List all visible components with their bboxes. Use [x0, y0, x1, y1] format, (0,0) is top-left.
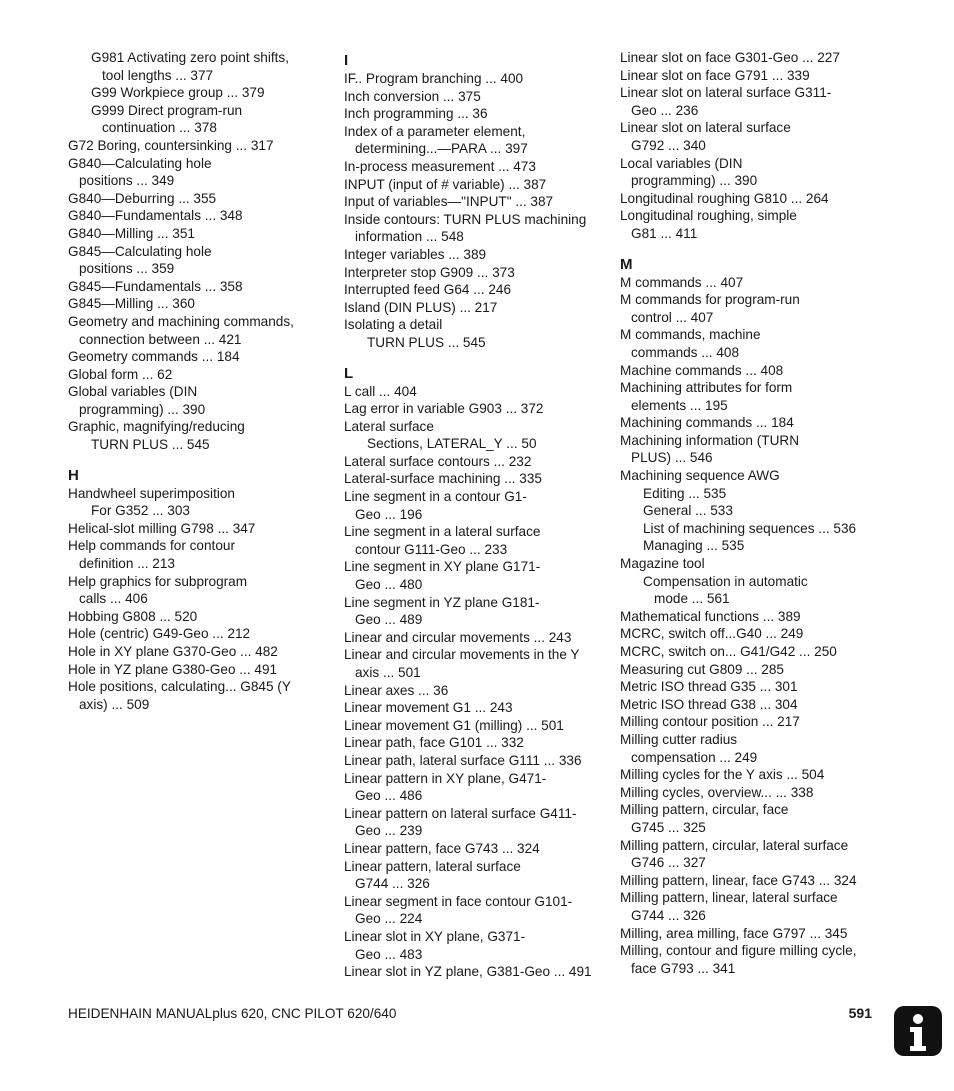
index-entry: Helical-slot milling G798 ... 347	[68, 520, 256, 536]
index-entry: MCRC, switch off...G40 ... 249	[620, 626, 804, 642]
index-entry-continuation: Geo ... 236	[631, 102, 699, 118]
index-entry-continuation: mode ... 561	[654, 591, 730, 607]
index-entry-continuation: List of machining sequences ... 536	[643, 520, 857, 536]
section-letter: L	[344, 364, 354, 382]
index-entry-continuation: control ... 407	[631, 309, 714, 325]
index-entry: Milling pattern, circular, lateral surface	[620, 837, 849, 853]
section-letter: H	[68, 466, 79, 484]
index-entry-continuation: G744 ... 326	[631, 907, 706, 923]
index-entry: Milling cycles for the Y axis ... 504	[620, 767, 825, 783]
index-entry: Inch conversion ... 375	[344, 88, 481, 104]
index-entry: Milling cycles, overview... ... 338	[620, 784, 814, 800]
index-entry: Hole positions, calculating... G845 (Y	[68, 679, 291, 695]
index-entry-continuation: connection between ... 421	[79, 331, 242, 347]
index-entry-continuation: For G352 ... 303	[91, 503, 190, 519]
index-entry: Interpreter stop G909 ... 373	[344, 264, 515, 280]
index-entry: Linear pattern, lateral surface	[344, 858, 521, 874]
index-entry-continuation: commands ... 408	[631, 344, 740, 360]
info-glyph	[894, 1006, 942, 1056]
index-entry: Hole in YZ plane G380-Geo ... 491	[68, 661, 278, 677]
index-entry: G845—Calculating hole	[68, 243, 212, 259]
index-entry: Lateral surface contours ... 232	[344, 453, 532, 469]
index-entry: G840—Milling ... 351	[68, 225, 195, 241]
index-entry: Measuring cut G809 ... 285	[620, 661, 784, 677]
index-entry: G845—Milling ... 360	[68, 296, 195, 312]
index-entry: Index of a parameter element,	[344, 123, 526, 139]
index-entry-continuation: General ... 533	[643, 503, 733, 519]
index-entry: Linear slot in XY plane, G371-	[344, 928, 526, 944]
index-entry: Linear pattern, face G743 ... 324	[344, 840, 540, 856]
index-entry: Hole in XY plane G370-Geo ... 482	[68, 644, 278, 659]
footer-text: HEIDENHAIN MANUALplus 620, CNC PILOT 620/640	[68, 1006, 397, 1021]
index-entry: Hole (centric) G49-Geo ... 212	[68, 626, 251, 642]
index-entry: G840—Fundamentals ... 348	[68, 208, 243, 224]
index-entry-continuation: calls ... 406	[79, 591, 148, 607]
index-entry-continuation: G744 ... 326	[355, 876, 430, 892]
index-entry-continuation: G81 ... 411	[631, 225, 698, 241]
index-entry: G840—Calculating hole	[68, 155, 212, 171]
index-entry: Linear pattern in XY plane, G471-	[344, 770, 547, 786]
index-entry: Metric ISO thread G35 ... 301	[620, 679, 798, 695]
index-entry-continuation: G981 Activating zero point shifts,	[91, 50, 289, 65]
index-entry: Metric ISO thread G38 ... 304	[620, 696, 798, 712]
index-entry: Magazine tool	[620, 556, 705, 572]
index-entry-continuation: compensation ... 249	[631, 749, 758, 765]
index-entry-continuation: TURN PLUS ... 545	[367, 334, 486, 350]
index-entry-continuation: Compensation in automatic	[643, 573, 808, 589]
index-column-1	[68, 49, 326, 713]
index-entry-continuation: positions ... 349	[79, 173, 175, 189]
index-entry: Linear slot on face G301-Geo ... 227	[620, 50, 840, 65]
index-entry: Linear movement G1 ... 243	[344, 700, 513, 716]
index-entry: Longitudinal roughing G810 ... 264	[620, 190, 829, 206]
index-entry: Machining commands ... 184	[620, 415, 794, 431]
index-entry-continuation: programming) ... 390	[631, 173, 758, 189]
index-entry: Linear slot on lateral surface G311-	[620, 85, 832, 101]
index-entry: Inside contours: TURN PLUS machining	[344, 211, 587, 227]
index-column-2	[344, 49, 606, 981]
index-entry-continuation: definition ... 213	[79, 556, 175, 572]
index-entry: Machining information (TURN	[620, 432, 800, 448]
index-entry-continuation: G746 ... 327	[631, 855, 706, 871]
index-entry-continuation: continuation ... 378	[102, 120, 217, 136]
index-entry: Mathematical functions ... 389	[620, 608, 801, 624]
index-entry: Milling, area milling, face G797 ... 345	[620, 925, 848, 941]
index-entry: Isolating a detail	[344, 317, 443, 333]
index-entry: Geometry and machining commands,	[68, 313, 294, 329]
index-entry: M commands for program-run	[620, 292, 800, 308]
index-entry: Line segment in a contour G1-	[344, 489, 527, 505]
index-entry-continuation: Geo ... 239	[355, 823, 423, 839]
index-entry: Linear segment in face contour G101-	[344, 893, 573, 909]
index-entry: MCRC, switch on... G41/G42 ... 250	[620, 644, 837, 659]
index-entry: Input of variables—"INPUT" ... 387	[344, 194, 554, 210]
index-entry: Global form ... 62	[68, 366, 173, 382]
section-letter: I	[344, 52, 349, 69]
index-entry: Linear slot on lateral surface	[620, 120, 791, 136]
page-number: 591	[848, 1005, 872, 1021]
index-entry-continuation: information ... 548	[355, 229, 464, 245]
index-entry: Linear movement G1 (milling) ... 501	[344, 717, 564, 733]
index-entry: Milling pattern, linear, lateral surface	[620, 890, 838, 906]
index-entry-continuation: Geo ... 480	[355, 577, 423, 593]
index-entry: Milling contour position ... 217	[620, 714, 800, 730]
index-entry: Line segment in YZ plane G181-	[344, 594, 540, 610]
index-entry-continuation: PLUS) ... 546	[631, 450, 713, 466]
index-entry: Inch programming ... 36	[344, 106, 488, 122]
index-entry-continuation: Geo ... 486	[355, 788, 423, 804]
index-entry: Linear axes ... 36	[344, 682, 449, 698]
index-entry: Linear and circular movements in the Y	[344, 647, 580, 663]
index-column-3	[620, 49, 888, 977]
index-entry-continuation: Geo ... 483	[355, 946, 423, 962]
index-entry: Integer variables ... 389	[344, 246, 487, 262]
index-entry-continuation: Geo ... 224	[355, 911, 423, 927]
index-entry: Machine commands ... 408	[620, 362, 784, 378]
index-entry: Linear pattern on lateral surface G411-	[344, 805, 577, 821]
index-entry-continuation: positions ... 359	[79, 261, 175, 277]
index-entry: Lateral-surface machining ... 335	[344, 471, 542, 487]
index-entry: Local variables (DIN	[620, 155, 743, 171]
index-entry-continuation: Editing ... 535	[643, 485, 727, 501]
index-entry-continuation: axis ... 501	[355, 665, 421, 680]
index-entry-continuation: TURN PLUS ... 545	[91, 437, 210, 453]
index-entry: Geometry commands ... 184	[68, 349, 240, 365]
index-entry-continuation: face G793 ... 341	[631, 960, 736, 976]
index-entry: Linear path, lateral surface G111 ... 336	[344, 752, 582, 768]
index-entry: In-process measurement ... 473	[344, 158, 536, 174]
index-entry: Island (DIN PLUS) ... 217	[344, 299, 498, 315]
index-entry-continuation: axis) ... 509	[79, 696, 150, 712]
index-entry-continuation: Geo ... 489	[355, 612, 423, 628]
index-entry: Line segment in a lateral surface	[344, 524, 541, 540]
index-entry: INPUT (input of # variable) ... 387	[344, 176, 547, 192]
index-entry-continuation: Geo ... 196	[355, 506, 423, 522]
index-entry: Interrupted feed G64 ... 246	[344, 282, 512, 298]
index-entry: Milling, contour and figure milling cycle,	[620, 943, 857, 959]
index-entry: Lag error in variable G903 ... 372	[344, 401, 544, 417]
index-entry-continuation: tool lengths ... 377	[102, 67, 214, 83]
index-entry: Hobbing G808 ... 520	[68, 608, 198, 624]
index-entry: Linear slot in YZ plane, G381-Geo ... 491	[344, 964, 592, 980]
index-entry: Linear slot on face G791 ... 339	[620, 67, 810, 83]
index-entry: Graphic, magnifying/reducing	[68, 419, 245, 435]
index-entry: G72 Boring, countersinking ... 317	[68, 137, 274, 153]
index-entry-continuation: G999 Direct program-run	[91, 102, 243, 118]
section-letter: M	[620, 255, 633, 273]
index-entry: M commands, machine	[620, 327, 761, 343]
index-entry: Machining attributes for form	[620, 380, 793, 396]
index-entry-continuation: G745 ... 325	[631, 819, 706, 835]
index-entry: M commands ... 407	[620, 274, 744, 290]
index-entry: G845—Fundamentals ... 358	[68, 278, 243, 294]
index-entry: Machining sequence AWG	[620, 468, 780, 484]
index-entry: Milling cutter radius	[620, 731, 738, 747]
index-entry-continuation: G99 Workpiece group ... 379	[91, 85, 265, 101]
index-entry: Linear path, face G101 ... 332	[344, 735, 524, 751]
index-entry-continuation: elements ... 195	[631, 397, 728, 413]
index-entry: Lateral surface	[344, 418, 434, 434]
index-entry: Milling pattern, linear, face G743 ... 324	[620, 872, 857, 888]
index-entry: G840—Deburring ... 355	[68, 190, 217, 206]
index-entry: Help graphics for subprogram	[68, 573, 248, 589]
index-entry: Longitudinal roughing, simple	[620, 208, 797, 224]
index-entry-continuation: Managing ... 535	[643, 538, 745, 554]
index-entry: Help commands for contour	[68, 538, 235, 554]
index-entry: Line segment in XY plane G171-	[344, 559, 541, 575]
index-entry: IF.. Program branching ... 400	[344, 71, 524, 86]
info-icon	[894, 1006, 942, 1056]
index-entry: Global variables (DIN	[68, 384, 198, 400]
index-entry-continuation: determining...—PARA ... 397	[355, 141, 528, 157]
index-entry-continuation: G792 ... 340	[631, 137, 706, 153]
index-entry: Handwheel superimposition	[68, 485, 235, 501]
index-entry: L call ... 404	[344, 383, 417, 399]
index-entry-continuation: Sections, LATERAL_Y ... 50	[367, 436, 537, 452]
index-entry: Linear and circular movements ... 243	[344, 629, 572, 645]
index-entry: Milling pattern, circular, face	[620, 802, 789, 818]
index-entry-continuation: programming) ... 390	[79, 401, 206, 417]
index-entry-continuation: contour G111-Geo ... 233	[355, 541, 508, 557]
